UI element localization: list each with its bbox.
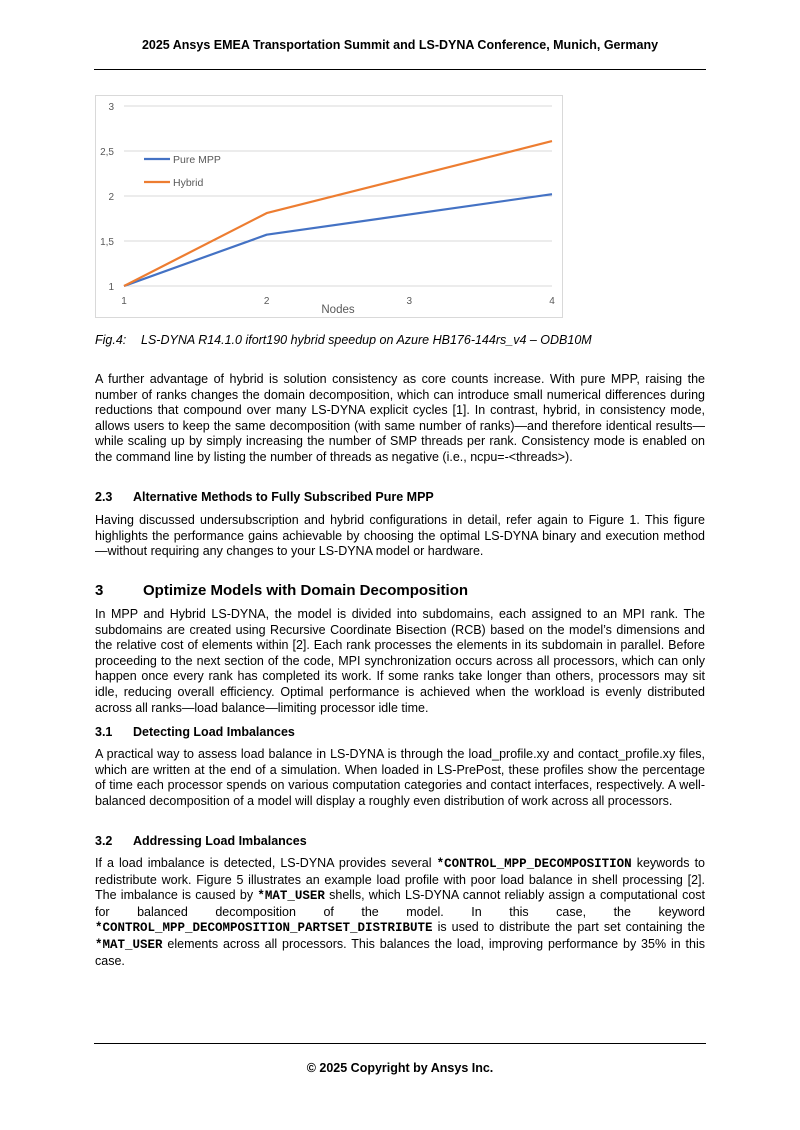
footer-divider: [94, 1043, 706, 1044]
paragraph-addressing-imbalance: [95, 856, 705, 969]
section-title: Addressing Load Imbalances: [133, 834, 307, 848]
page-footer: © 2025 Copyright by Ansys Inc.: [306, 1061, 494, 1075]
keyword-code: *CONTROL_MPP_DECOMPOSITION: [436, 857, 632, 871]
section-title: Alternative Methods to Fully Subscribed Pure MPP: [133, 490, 434, 504]
text-run: elements across all processors. This balances the load, improving performance by 35% in this case.: [95, 936, 705, 968]
section-3-1-heading: [95, 725, 295, 739]
paragraph-alternative-methods: Having discussed undersubscription and hybrid configurations in detail, refer again to Figure 1. This figure highlights the performance gains achievable by choosing the optimal LS-DYNA binary and execution method—without requiring any changes to your LS-DYNA model or hardware.: [95, 513, 705, 559]
x-tick-label: 4: [549, 296, 555, 307]
x-tick-label: 1: [121, 296, 127, 307]
keyword-code: *MAT_USER: [257, 889, 325, 904]
text-run: is used to distribute the part set containing the: [432, 920, 705, 935]
figure-caption: [95, 333, 592, 347]
text-run: keywords to redistribute work. Figure 5 illustrates an example load profile with poor load balance in shell processing [2]. The imbalance is caused by: [95, 856, 705, 903]
section-number: 3: [95, 582, 104, 599]
section-2-3-heading: [95, 490, 434, 504]
keyword-code: *CONTROL_MPP_DECOMPOSITION_PARTSET_DISTRIBUTE: [95, 921, 433, 936]
section-number: 2.3: [95, 490, 113, 504]
section-title: Optimize Models with Domain Decomposition: [143, 582, 469, 599]
chart-canvas: [96, 96, 564, 319]
y-tick-label: 2,5: [100, 147, 114, 158]
page-header: 2025 Ansys EMEA Transportation Summit and LS-DYNA Conference, Munich, Germany: [141, 38, 659, 52]
section-number: 3.2: [95, 834, 113, 848]
figure-caption-text: LS-DYNA R14.1.0 ifort190 hybrid speedup on Azure HB176-144rs_v4 – ODB10M: [141, 333, 592, 347]
legend-label: Hybrid: [173, 177, 204, 189]
paragraph-domain-decomposition: In MPP and Hybrid LS-DYNA, the model is divided into subdomains, each assigned to an MPI rank. The subdomains are created using Recursive Coordinate Bisection (RCB) based on the model’s dimensions and the relative cost of elements within [2]. Each rank processes the elements in its subdomain in parallel. Before proceeding to the next section of the code, MPI synchronization occurs across all processors, which can only happen once every rank has completed its work. If some ranks take longer than others, processors may sit idle, reducing overall efficiency. Optimal performance is achieved when the workload is evenly distributed across all ranks—load balance—limiting processor idle time.: [95, 607, 705, 715]
y-tick-label: 1: [108, 282, 114, 293]
section-title: Detecting Load Imbalances: [133, 725, 295, 739]
header-divider: [94, 69, 706, 70]
keyword-code: *MAT_USER: [95, 937, 163, 952]
section-3-heading: [95, 582, 468, 599]
speedup-chart: [95, 95, 563, 318]
x-tick-label: 2: [263, 296, 270, 307]
y-tick-label: 1,5: [100, 237, 114, 248]
legend-label: Pure MPP: [173, 154, 221, 166]
y-tick-label: 2: [108, 192, 114, 203]
section-3-2-heading: [95, 834, 307, 848]
text-run: If a load imbalance is detected, LS-DYNA provides several: [95, 856, 437, 870]
text-run: shells, which LS-DYNA cannot reliably assign a computational cost for balanced decomposition of the model. In this case, the keyword: [95, 888, 706, 919]
x-tick-label: 3: [406, 296, 413, 307]
series-line-pure-mpp: [124, 194, 552, 286]
paragraph-consistency: A further advantage of hybrid is solution consistency as core counts increase. With pure MPP, raising the number of ranks changes the domain decomposition, which can introduce small numerical differences during reductions that compound over many LS-DYNA explicit cycles [1]. In contrast, hybrid, in consistency mode, allows users to keep the same decomposition (with same number of ranks)—and therefore identical results—while scaling up by simply increasing the number of SMP threads per rank. Consistency mode is enabled on the command line by listing the number of threads as negative (i.e., ncpu=-<threads>).: [95, 372, 705, 464]
figure-number: Fig.4:: [95, 333, 127, 347]
paragraph-detecting-imbalance: A practical way to assess load balance in LS-DYNA is through the load_profile.xy and contact_profile.xy files, which are written at the end of a simulation. When loaded in LS-PrePost, these profiles show the percentage of time each processor spends on various computation categories and contact interfaces, respectively. A well-balanced decomposition of a model will display a roughly even distribution of work across all processors.: [95, 747, 705, 808]
section-number: 3.1: [95, 725, 113, 739]
y-tick-label: 3: [108, 102, 114, 113]
x-axis-label: Nodes: [321, 304, 355, 316]
